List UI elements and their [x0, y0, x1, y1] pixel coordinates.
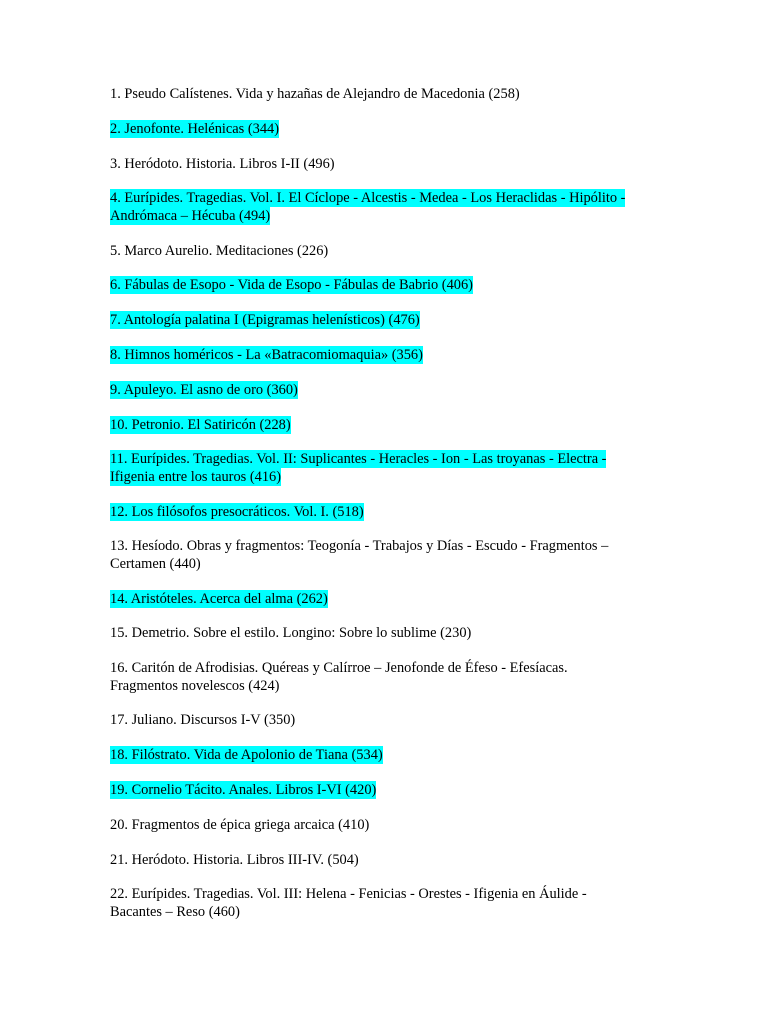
list-item-text: 14. Aristóteles. Acerca del alma (262)	[110, 590, 328, 607]
list-item	[110, 817, 630, 834]
list-item	[110, 121, 630, 138]
list-item-text: 6. Fábulas de Esopo - Vida de Esopo - Fábulas de Babrio (406)	[110, 277, 473, 294]
list-item-text: 7. Antología palatina I (Epigramas helenísticos) (476)	[110, 312, 420, 329]
list-item	[110, 417, 630, 434]
list-item	[110, 451, 630, 486]
list-item-text: 8. Himnos homéricos - La «Batracomiomaquia» (356)	[110, 346, 423, 363]
list-item	[110, 504, 630, 521]
list-item-text: 10. Petronio. El Satiricón (228)	[110, 416, 291, 433]
list-item	[110, 538, 630, 573]
list-item	[110, 747, 630, 764]
book-list	[110, 86, 630, 939]
list-item-text: 19. Cornelio Tácito. Anales. Libros I-VI (420)	[110, 781, 377, 798]
list-item	[110, 347, 630, 364]
list-item-text: 4. Eurípides. Tragedias. Vol. I. El Cíclope - Alcestis - Medea - Los Heraclidas - Hipólito - Andrómaca – Hécuba (494)	[110, 190, 626, 224]
list-item	[110, 312, 630, 329]
list-item-text: 3. Heródoto. Historia. Libros I-II (496)	[110, 155, 335, 172]
list-item-text: 20. Fragmentos de épica griega arcaica (410)	[110, 816, 370, 833]
list-item	[110, 712, 630, 729]
list-item	[110, 625, 630, 642]
list-item	[110, 86, 630, 103]
list-item-text: 16. Caritón de Afrodisias. Quéreas y Calírroe – Jenofonde de Éfeso - Efesíacas. Fragmentos novelescos (424)	[110, 660, 568, 694]
list-item	[110, 782, 630, 799]
list-item-text: 2. Jenofonte. Helénicas (344)	[110, 120, 280, 137]
list-item	[110, 660, 630, 695]
list-item-text: 11. Eurípides. Tragedias. Vol. II: Suplicantes - Heracles - Ion - Las troyanas - Electra - Ifigenia entre los tauros (416)	[110, 451, 607, 485]
list-item-text: 18. Filóstrato. Vida de Apolonio de Tiana (534)	[110, 747, 383, 764]
list-item	[110, 852, 630, 869]
list-item-text: 17. Juliano. Discursos I-V (350)	[110, 712, 296, 729]
list-item-text: 1. Pseudo Calístenes. Vida y hazañas de Alejandro de Macedonia (258)	[110, 86, 520, 102]
list-item-text: 21. Heródoto. Historia. Libros III-IV. (504)	[110, 851, 359, 868]
list-item	[110, 243, 630, 260]
list-item-text: 13. Hesíodo. Obras y fragmentos: Teogonía - Trabajos y Días - Escudo - Fragmentos – Certamen (440)	[110, 538, 609, 572]
list-item-text: 12. Los filósofos presocráticos. Vol. I. (518)	[110, 503, 364, 520]
list-item-text: 5. Marco Aurelio. Meditaciones (226)	[110, 242, 329, 259]
list-item	[110, 591, 630, 608]
list-item	[110, 277, 630, 294]
list-item	[110, 382, 630, 399]
list-item-text: 15. Demetrio. Sobre el estilo. Longino: Sobre lo sublime (230)	[110, 625, 472, 642]
list-item-text: 9. Apuleyo. El asno de oro (360)	[110, 381, 298, 398]
list-item	[110, 190, 630, 225]
list-item-text: 22. Eurípides. Tragedias. Vol. III: Helena - Fenicias - Orestes - Ifigenia en Áulide - Bacantes – Reso (460)	[110, 886, 587, 920]
list-item	[110, 886, 630, 921]
list-item	[110, 156, 630, 173]
